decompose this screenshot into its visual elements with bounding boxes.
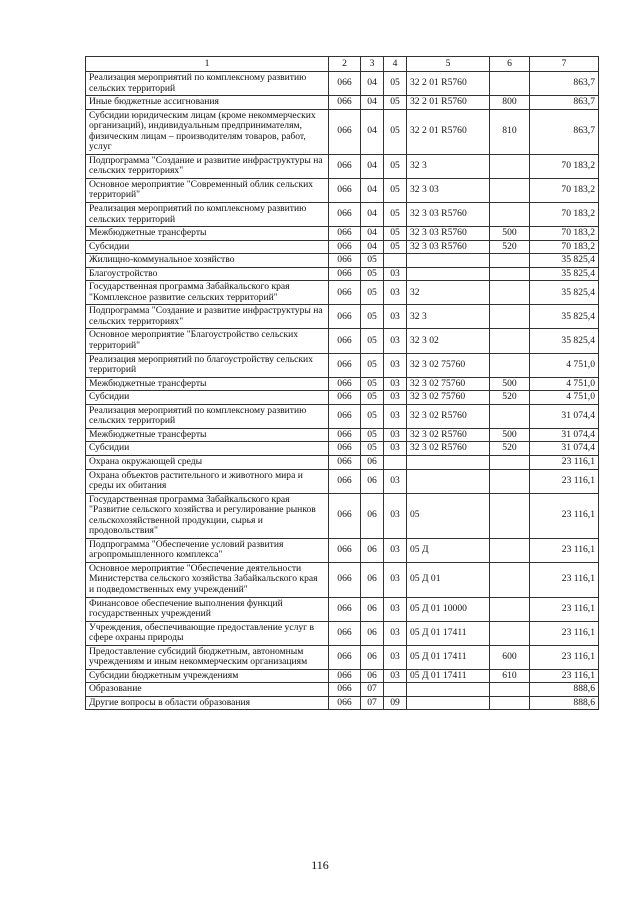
code-section-cell: 06 bbox=[361, 455, 384, 469]
table-row bbox=[86, 227, 599, 241]
code-expense-type-cell bbox=[490, 455, 530, 469]
row-name-cell: Субсидии bbox=[86, 442, 329, 456]
code-target-cell: 32 bbox=[407, 281, 490, 305]
row-name-cell: Государственная программа Забайкальского края "Комплексное развитие сельских территорий" bbox=[86, 281, 329, 305]
code-section-cell: 05 bbox=[361, 391, 384, 405]
table-row bbox=[86, 203, 599, 227]
code-section-cell: 06 bbox=[361, 621, 384, 645]
code-target-cell bbox=[407, 696, 490, 710]
table-row bbox=[86, 493, 599, 538]
row-name-cell: Образование bbox=[86, 683, 329, 697]
code-target-cell bbox=[407, 267, 490, 281]
code-target-cell: 05 Д 01 17411 bbox=[407, 645, 490, 669]
code-expense-type-cell bbox=[490, 469, 530, 493]
code-section-cell: 04 bbox=[361, 72, 384, 96]
table-row bbox=[86, 696, 599, 710]
table-row bbox=[86, 442, 599, 456]
amount-cell: 23 116,1 bbox=[530, 538, 599, 562]
code-target-cell: 32 3 03 R5760 bbox=[407, 240, 490, 254]
table-row bbox=[86, 377, 599, 391]
table-body bbox=[86, 57, 599, 710]
row-name-cell: Основное мероприятие "Обеспечение деятельности Министерства сельского хозяйства Забайкальского края и подведомственных ему учреждений" bbox=[86, 562, 329, 597]
amount-cell: 31 074,4 bbox=[530, 428, 599, 442]
code-ministry-cell: 066 bbox=[329, 329, 361, 353]
code-subsection-cell bbox=[384, 455, 407, 469]
code-section-cell: 06 bbox=[361, 669, 384, 683]
code-ministry-cell: 066 bbox=[329, 227, 361, 241]
code-target-cell: 32 3 02 bbox=[407, 329, 490, 353]
code-target-cell: 05 Д bbox=[407, 538, 490, 562]
row-name-cell: Межбюджетные трансферты bbox=[86, 428, 329, 442]
code-expense-type-cell: 520 bbox=[490, 391, 530, 405]
table-row bbox=[86, 538, 599, 562]
code-subsection-cell: 03 bbox=[384, 645, 407, 669]
row-name-cell: Охрана окружающей среды bbox=[86, 455, 329, 469]
amount-cell: 23 116,1 bbox=[530, 669, 599, 683]
code-ministry-cell: 066 bbox=[329, 404, 361, 428]
code-section-cell: 06 bbox=[361, 493, 384, 538]
row-name-cell: Жилищно-коммунальное хозяйство bbox=[86, 254, 329, 268]
row-name-cell: Субсидии юридическим лицам (кроме некоммерческих организаций), индивидуальным предпринимателям, физическим лицам – производителям товаров, работ, услуг bbox=[86, 109, 329, 154]
code-expense-type-cell: 810 bbox=[490, 109, 530, 154]
amount-cell: 4 751,0 bbox=[530, 377, 599, 391]
amount-cell: 23 116,1 bbox=[530, 562, 599, 597]
code-target-cell bbox=[407, 254, 490, 268]
amount-cell: 863,7 bbox=[530, 72, 599, 96]
code-expense-type-cell bbox=[490, 329, 530, 353]
amount-cell: 888,6 bbox=[530, 696, 599, 710]
table-row bbox=[86, 353, 599, 377]
code-ministry-cell: 066 bbox=[329, 203, 361, 227]
code-target-cell bbox=[407, 469, 490, 493]
code-subsection-cell: 03 bbox=[384, 562, 407, 597]
code-section-cell: 06 bbox=[361, 538, 384, 562]
code-target-cell: 05 Д 01 bbox=[407, 562, 490, 597]
code-section-cell: 06 bbox=[361, 562, 384, 597]
code-subsection-cell: 03 bbox=[384, 538, 407, 562]
code-target-cell: 05 Д 01 10000 bbox=[407, 597, 490, 621]
table-row bbox=[86, 645, 599, 669]
table-row bbox=[86, 562, 599, 597]
code-subsection-cell: 03 bbox=[384, 597, 407, 621]
code-subsection-cell bbox=[384, 683, 407, 697]
code-ministry-cell: 066 bbox=[329, 109, 361, 154]
code-section-cell: 06 bbox=[361, 597, 384, 621]
code-expense-type-cell bbox=[490, 254, 530, 268]
code-subsection-cell: 03 bbox=[384, 391, 407, 405]
code-subsection-cell bbox=[384, 254, 407, 268]
code-expense-type-cell bbox=[490, 178, 530, 202]
header-cell: 3 bbox=[361, 57, 384, 72]
table-row bbox=[86, 96, 599, 110]
code-section-cell: 04 bbox=[361, 154, 384, 178]
code-target-cell: 05 Д 01 17411 bbox=[407, 669, 490, 683]
table-row bbox=[86, 455, 599, 469]
code-section-cell: 04 bbox=[361, 227, 384, 241]
code-section-cell: 04 bbox=[361, 178, 384, 202]
code-target-cell: 32 3 03 R5760 bbox=[407, 227, 490, 241]
table-row bbox=[86, 669, 599, 683]
code-subsection-cell: 03 bbox=[384, 281, 407, 305]
code-expense-type-cell bbox=[490, 72, 530, 96]
header-cell: 6 bbox=[490, 57, 530, 72]
code-section-cell: 05 bbox=[361, 281, 384, 305]
row-name-cell: Межбюджетные трансферты bbox=[86, 377, 329, 391]
table-row bbox=[86, 683, 599, 697]
code-expense-type-cell bbox=[490, 353, 530, 377]
code-target-cell: 05 Д 01 17411 bbox=[407, 621, 490, 645]
page-number: 116 bbox=[311, 858, 329, 872]
code-subsection-cell: 05 bbox=[384, 154, 407, 178]
table-row bbox=[86, 254, 599, 268]
table-row bbox=[86, 178, 599, 202]
amount-cell: 23 116,1 bbox=[530, 493, 599, 538]
code-subsection-cell: 05 bbox=[384, 72, 407, 96]
row-name-cell: Предоставление субсидий бюджетным, автономным учреждениям и иным некоммерческим организациям bbox=[86, 645, 329, 669]
row-name-cell: Финансовое обеспечение выполнения функций государственных учреждений bbox=[86, 597, 329, 621]
code-expense-type-cell: 610 bbox=[490, 669, 530, 683]
row-name-cell: Реализация мероприятий по комплексному развитию сельских территорий bbox=[86, 203, 329, 227]
code-ministry-cell: 066 bbox=[329, 154, 361, 178]
code-ministry-cell: 066 bbox=[329, 538, 361, 562]
code-section-cell: 05 bbox=[361, 305, 384, 329]
table-row bbox=[86, 305, 599, 329]
code-ministry-cell: 066 bbox=[329, 281, 361, 305]
code-ministry-cell: 066 bbox=[329, 645, 361, 669]
code-section-cell: 05 bbox=[361, 329, 384, 353]
code-expense-type-cell bbox=[490, 562, 530, 597]
row-name-cell: Государственная программа Забайкальского края "Развитие сельского хозяйства и регулирование рынков сельскохозяйственной продукции, сырья и продовольствия" bbox=[86, 493, 329, 538]
amount-cell: 70 183,2 bbox=[530, 154, 599, 178]
code-target-cell bbox=[407, 455, 490, 469]
table-row bbox=[86, 240, 599, 254]
code-subsection-cell: 03 bbox=[384, 428, 407, 442]
code-target-cell: 32 3 03 R5760 bbox=[407, 203, 490, 227]
row-name-cell: Субсидии bbox=[86, 391, 329, 405]
code-subsection-cell: 05 bbox=[384, 227, 407, 241]
code-expense-type-cell bbox=[490, 281, 530, 305]
code-target-cell: 32 2 01 R5760 bbox=[407, 72, 490, 96]
row-name-cell: Подпрограмма "Создание и развитие инфраструктуры на сельских территориях" bbox=[86, 154, 329, 178]
amount-cell: 23 116,1 bbox=[530, 621, 599, 645]
amount-cell: 70 183,2 bbox=[530, 227, 599, 241]
code-expense-type-cell: 500 bbox=[490, 428, 530, 442]
code-target-cell: 32 3 bbox=[407, 154, 490, 178]
code-ministry-cell: 066 bbox=[329, 72, 361, 96]
row-name-cell: Реализация мероприятий по благоустройству сельских территорий bbox=[86, 353, 329, 377]
code-expense-type-cell bbox=[490, 597, 530, 621]
code-subsection-cell: 09 bbox=[384, 696, 407, 710]
code-ministry-cell: 066 bbox=[329, 305, 361, 329]
code-target-cell bbox=[407, 683, 490, 697]
table-row bbox=[86, 391, 599, 405]
code-target-cell: 32 3 02 R5760 bbox=[407, 428, 490, 442]
code-expense-type-cell bbox=[490, 404, 530, 428]
code-ministry-cell: 066 bbox=[329, 597, 361, 621]
amount-cell: 863,7 bbox=[530, 109, 599, 154]
code-section-cell: 04 bbox=[361, 240, 384, 254]
amount-cell: 31 074,4 bbox=[530, 442, 599, 456]
code-ministry-cell: 066 bbox=[329, 469, 361, 493]
row-name-cell: Иные бюджетные ассигнования bbox=[86, 96, 329, 110]
table-row bbox=[86, 267, 599, 281]
code-target-cell: 32 3 bbox=[407, 305, 490, 329]
code-ministry-cell: 066 bbox=[329, 353, 361, 377]
code-ministry-cell: 066 bbox=[329, 254, 361, 268]
table-row bbox=[86, 428, 599, 442]
code-ministry-cell: 066 bbox=[329, 562, 361, 597]
code-subsection-cell: 05 bbox=[384, 178, 407, 202]
code-target-cell: 32 3 03 bbox=[407, 178, 490, 202]
amount-cell: 70 183,2 bbox=[530, 240, 599, 254]
code-subsection-cell: 03 bbox=[384, 377, 407, 391]
code-expense-type-cell bbox=[490, 305, 530, 329]
code-ministry-cell: 066 bbox=[329, 240, 361, 254]
code-target-cell: 32 3 02 75760 bbox=[407, 353, 490, 377]
table-header-row bbox=[86, 57, 599, 72]
row-name-cell: Охрана объектов растительного и животного мира и среды их обитания bbox=[86, 469, 329, 493]
code-subsection-cell: 03 bbox=[384, 404, 407, 428]
amount-cell: 70 183,2 bbox=[530, 203, 599, 227]
amount-cell: 31 074,4 bbox=[530, 404, 599, 428]
code-ministry-cell: 066 bbox=[329, 178, 361, 202]
amount-cell: 23 116,1 bbox=[530, 597, 599, 621]
code-ministry-cell: 066 bbox=[329, 669, 361, 683]
table-row bbox=[86, 469, 599, 493]
table-row bbox=[86, 621, 599, 645]
code-ministry-cell: 066 bbox=[329, 683, 361, 697]
code-subsection-cell: 03 bbox=[384, 669, 407, 683]
code-subsection-cell: 03 bbox=[384, 353, 407, 377]
code-subsection-cell: 03 bbox=[384, 305, 407, 329]
code-expense-type-cell bbox=[490, 683, 530, 697]
row-name-cell: Учреждения, обеспечивающие предоставление услуг в сфере охраны природы bbox=[86, 621, 329, 645]
row-name-cell: Другие вопросы в области образования bbox=[86, 696, 329, 710]
amount-cell: 863,7 bbox=[530, 96, 599, 110]
amount-cell: 23 116,1 bbox=[530, 469, 599, 493]
amount-cell: 23 116,1 bbox=[530, 455, 599, 469]
amount-cell: 35 825,4 bbox=[530, 267, 599, 281]
amount-cell: 35 825,4 bbox=[530, 254, 599, 268]
row-name-cell: Основное мероприятие "Благоустройство сельских территорий" bbox=[86, 329, 329, 353]
code-target-cell: 32 3 02 R5760 bbox=[407, 442, 490, 456]
row-name-cell: Реализация мероприятий по комплексному развитию сельских территорий bbox=[86, 72, 329, 96]
code-ministry-cell: 066 bbox=[329, 391, 361, 405]
code-expense-type-cell: 800 bbox=[490, 96, 530, 110]
table-row bbox=[86, 154, 599, 178]
code-ministry-cell: 066 bbox=[329, 428, 361, 442]
code-ministry-cell: 066 bbox=[329, 455, 361, 469]
header-cell: 4 bbox=[384, 57, 407, 72]
header-cell: 5 bbox=[407, 57, 490, 72]
row-name-cell: Субсидии bbox=[86, 240, 329, 254]
code-section-cell: 04 bbox=[361, 96, 384, 110]
amount-cell: 35 825,4 bbox=[530, 305, 599, 329]
row-name-cell: Субсидии бюджетным учреждениям bbox=[86, 669, 329, 683]
code-expense-type-cell: 600 bbox=[490, 645, 530, 669]
code-target-cell: 32 3 02 75760 bbox=[407, 377, 490, 391]
code-subsection-cell: 03 bbox=[384, 442, 407, 456]
code-ministry-cell: 066 bbox=[329, 267, 361, 281]
amount-cell: 4 751,0 bbox=[530, 391, 599, 405]
table-row bbox=[86, 404, 599, 428]
code-expense-type-cell: 520 bbox=[490, 240, 530, 254]
code-subsection-cell: 05 bbox=[384, 203, 407, 227]
amount-cell: 35 825,4 bbox=[530, 281, 599, 305]
row-name-cell: Реализация мероприятий по комплексному развитию сельских территорий bbox=[86, 404, 329, 428]
code-subsection-cell: 05 bbox=[384, 109, 407, 154]
code-subsection-cell: 03 bbox=[384, 329, 407, 353]
table-row bbox=[86, 109, 599, 154]
code-expense-type-cell: 500 bbox=[490, 227, 530, 241]
code-subsection-cell: 03 bbox=[384, 469, 407, 493]
code-target-cell: 32 3 02 75760 bbox=[407, 391, 490, 405]
code-expense-type-cell: 500 bbox=[490, 377, 530, 391]
code-section-cell: 07 bbox=[361, 683, 384, 697]
table-row bbox=[86, 72, 599, 96]
code-expense-type-cell bbox=[490, 267, 530, 281]
row-name-cell: Основное мероприятие "Современный облик сельских территорий" bbox=[86, 178, 329, 202]
code-ministry-cell: 066 bbox=[329, 493, 361, 538]
code-ministry-cell: 066 bbox=[329, 96, 361, 110]
code-section-cell: 05 bbox=[361, 404, 384, 428]
code-target-cell: 32 2 01 R5760 bbox=[407, 109, 490, 154]
code-section-cell: 07 bbox=[361, 696, 384, 710]
code-target-cell: 05 bbox=[407, 493, 490, 538]
row-name-cell: Благоустройство bbox=[86, 267, 329, 281]
code-expense-type-cell bbox=[490, 154, 530, 178]
code-expense-type-cell bbox=[490, 696, 530, 710]
row-name-cell: Подпрограмма "Создание и развитие инфраструктуры на сельских территориях" bbox=[86, 305, 329, 329]
code-section-cell: 05 bbox=[361, 428, 384, 442]
code-section-cell: 04 bbox=[361, 203, 384, 227]
row-name-cell: Межбюджетные трансферты bbox=[86, 227, 329, 241]
budget-table bbox=[85, 56, 599, 710]
row-name-cell: Подпрограмма "Обеспечение условий развития агропромышленного комплекса" bbox=[86, 538, 329, 562]
code-ministry-cell: 066 bbox=[329, 442, 361, 456]
amount-cell: 4 751,0 bbox=[530, 353, 599, 377]
amount-cell: 70 183,2 bbox=[530, 178, 599, 202]
code-ministry-cell: 066 bbox=[329, 377, 361, 391]
code-subsection-cell: 05 bbox=[384, 240, 407, 254]
code-section-cell: 05 bbox=[361, 254, 384, 268]
code-target-cell: 32 2 01 R5760 bbox=[407, 96, 490, 110]
code-ministry-cell: 066 bbox=[329, 696, 361, 710]
amount-cell: 888,6 bbox=[530, 683, 599, 697]
amount-cell: 23 116,1 bbox=[530, 645, 599, 669]
code-expense-type-cell bbox=[490, 538, 530, 562]
code-subsection-cell: 03 bbox=[384, 267, 407, 281]
code-section-cell: 05 bbox=[361, 377, 384, 391]
code-section-cell: 06 bbox=[361, 645, 384, 669]
code-subsection-cell: 03 bbox=[384, 621, 407, 645]
code-expense-type-cell: 520 bbox=[490, 442, 530, 456]
header-cell: 7 bbox=[530, 57, 599, 72]
code-expense-type-cell bbox=[490, 493, 530, 538]
code-ministry-cell: 066 bbox=[329, 621, 361, 645]
header-cell: 1 bbox=[86, 57, 329, 72]
code-target-cell: 32 3 02 R5760 bbox=[407, 404, 490, 428]
code-section-cell: 05 bbox=[361, 442, 384, 456]
table-row bbox=[86, 597, 599, 621]
code-subsection-cell: 05 bbox=[384, 96, 407, 110]
code-expense-type-cell bbox=[490, 621, 530, 645]
code-section-cell: 05 bbox=[361, 353, 384, 377]
table-row bbox=[86, 281, 599, 305]
code-expense-type-cell bbox=[490, 203, 530, 227]
table-row bbox=[86, 329, 599, 353]
header-cell: 2 bbox=[329, 57, 361, 72]
amount-cell: 35 825,4 bbox=[530, 329, 599, 353]
code-section-cell: 04 bbox=[361, 109, 384, 154]
code-subsection-cell: 03 bbox=[384, 493, 407, 538]
code-section-cell: 05 bbox=[361, 267, 384, 281]
code-section-cell: 06 bbox=[361, 469, 384, 493]
